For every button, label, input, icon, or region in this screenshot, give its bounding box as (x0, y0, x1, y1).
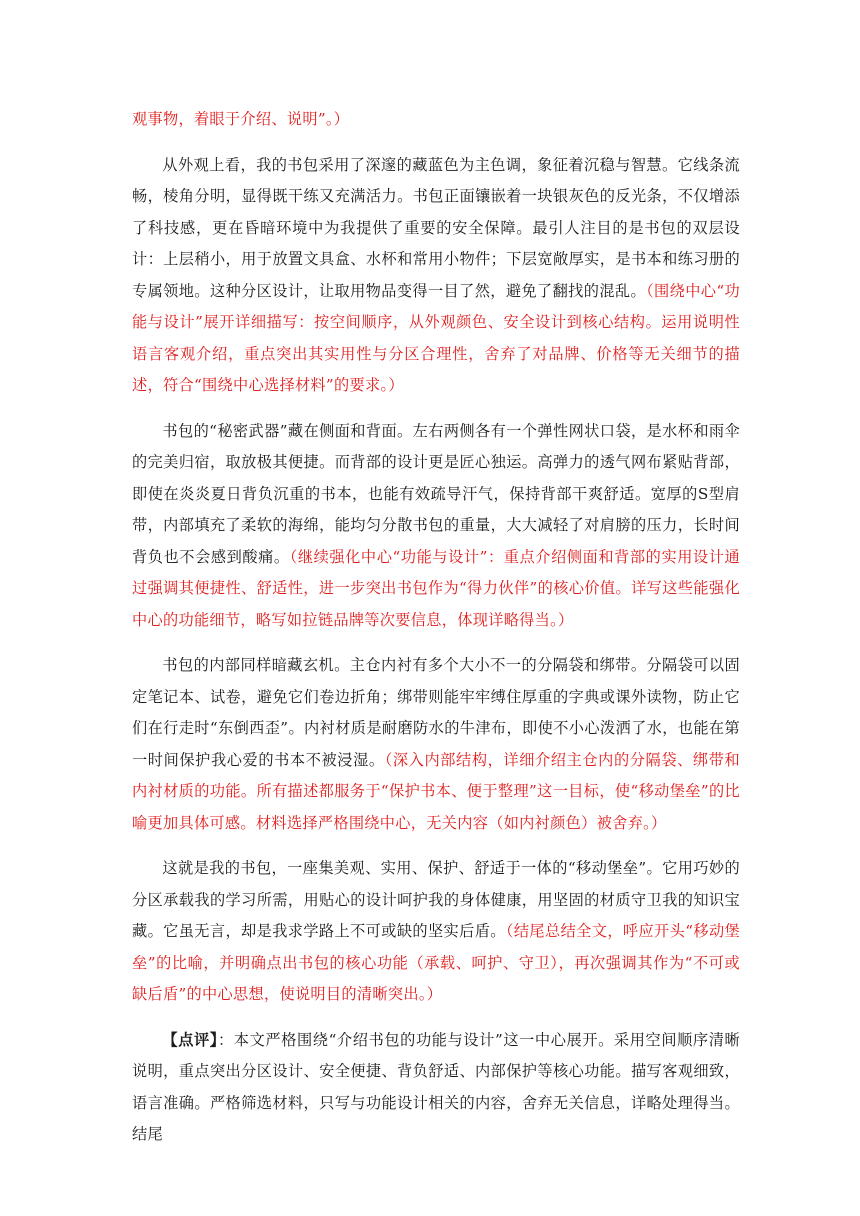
document-body (132, 104, 740, 1165)
annotation-note: （继续强化中心“功能与设计”：重点介绍侧面和背部的实用设计通过强调其便捷性、舒适性，进一步突出书包作为“得力伙伴”的核心价值。详写这些能强化中心的功能细节，略写如拉链品牌等次要信息，体现详略得当。） (132, 547, 740, 629)
review-paragraph (132, 1025, 740, 1151)
annotation-note: 观事物，着眼于介绍、说明”。） (132, 110, 350, 128)
annotation-note: （结尾总结全文，呼应开头“移动堡垒”的比喻，并明确点出书包的核心功能（承载、呵护、守卫），再次强调其作为“不可或缺后盾”的中心思想，使说明目的清晰突出。） (132, 922, 741, 1003)
review-text: ：本文严格围绕“介绍书包的功能与设计”这一中心展开。采用空间顺序清晰说明，重点突出分区设计、安全便捷、背负舒适、内部保护等核心功能。描写客观细致，语言准确。严格筛选材料，只写与功能设计相关的内容，舍弃无关信息，详略处理得当。结尾 (132, 1030, 740, 1143)
paragraph-conclusion (132, 853, 740, 1011)
annotation-note: （深入内部结构，详细介绍主仓内的分隔袋、绑带和内衬材质的功能。所有描述都服务于“保护书本、便于整理”这一目标，使“移动堡垒”的比喻更加具体可感。材料选择严格围绕中心，无关内容（如内衬颜色）被舍弃。） (132, 750, 740, 832)
paragraph-side-back (132, 416, 740, 637)
paragraph-text: 这就是我的书包，一座集美观、实用、保护、舒适于一体的“移动堡垒”。它用巧妙的分区承载我的学习所需，用贴心的设计呵护我的身体健康，用坚固的材质守卫我的知识宝藏。它虽无言，却是我求学路上不可或缺的坚实后盾。 (132, 859, 740, 940)
review-label: 【点评】 (162, 1030, 218, 1049)
paragraph-text: 书包的“秘密武器”藏在侧面和背面。左右两侧各有一个弹性网状口袋，是水杯和雨伞的完美归宿，取放极其便捷。而背部的设计更是匠心独运。高弹力的透气网布紧贴背部，即使在炎炎夏日背负沉重的书本，也能有效疏导汗气，保持背部干爽舒适。宽厚的S型肩带，内部填充了柔软的海绵，能均匀分散书包的重量，大大减轻了对肩膀的压力，长时间背负也不会感到酸痛。 (132, 421, 740, 566)
paragraph-appearance (132, 150, 740, 402)
paragraph-text: 书包的内部同样暗藏玄机。主仓内衬有多个大小不一的分隔袋和绑带。分隔袋可以固定笔记本、试卷，避免它们卷边折角；绑带则能牢牢缚住厚重的字典或课外读物，防止它们在行走时“东倒西歪”。内衬材质是耐磨防水的牛津布，即使不小心泼洒了水，也能在第一时间保护我心爱的书本不被浸湿。 (132, 656, 740, 769)
annotation-note: （围绕中心“功能与设计”展开详细描写：按空间顺序，从外观颜色、安全设计到核心结构。运用说明性语言客观介绍，重点突出其实用性与分区合理性，舍弃了对品牌、价格等无关细节的描述，符合“围绕中心选择材料”的要求。） (132, 281, 740, 394)
paragraph-interior (132, 650, 740, 839)
paragraph-continuation (132, 104, 740, 136)
paragraph-text: 从外观上看，我的书包采用了深邃的藏蓝色为主色调，象征着沉稳与智慧。它线条流畅，棱角分明，显得既干练又充满活力。书包正面镶嵌着一块银灰色的反光条，不仅增添了科技感，更在昏暗环境中为我提供了重要的安全保障。最引人注目的是书包的双层设计：上层稍小，用于放置文具盒、水杯和常用小物件；下层宽敞厚实，是书本和练习册的专属领地。这种分区设计，让取用物品变得一目了然，避免了翻找的混乱。 (132, 155, 740, 300)
